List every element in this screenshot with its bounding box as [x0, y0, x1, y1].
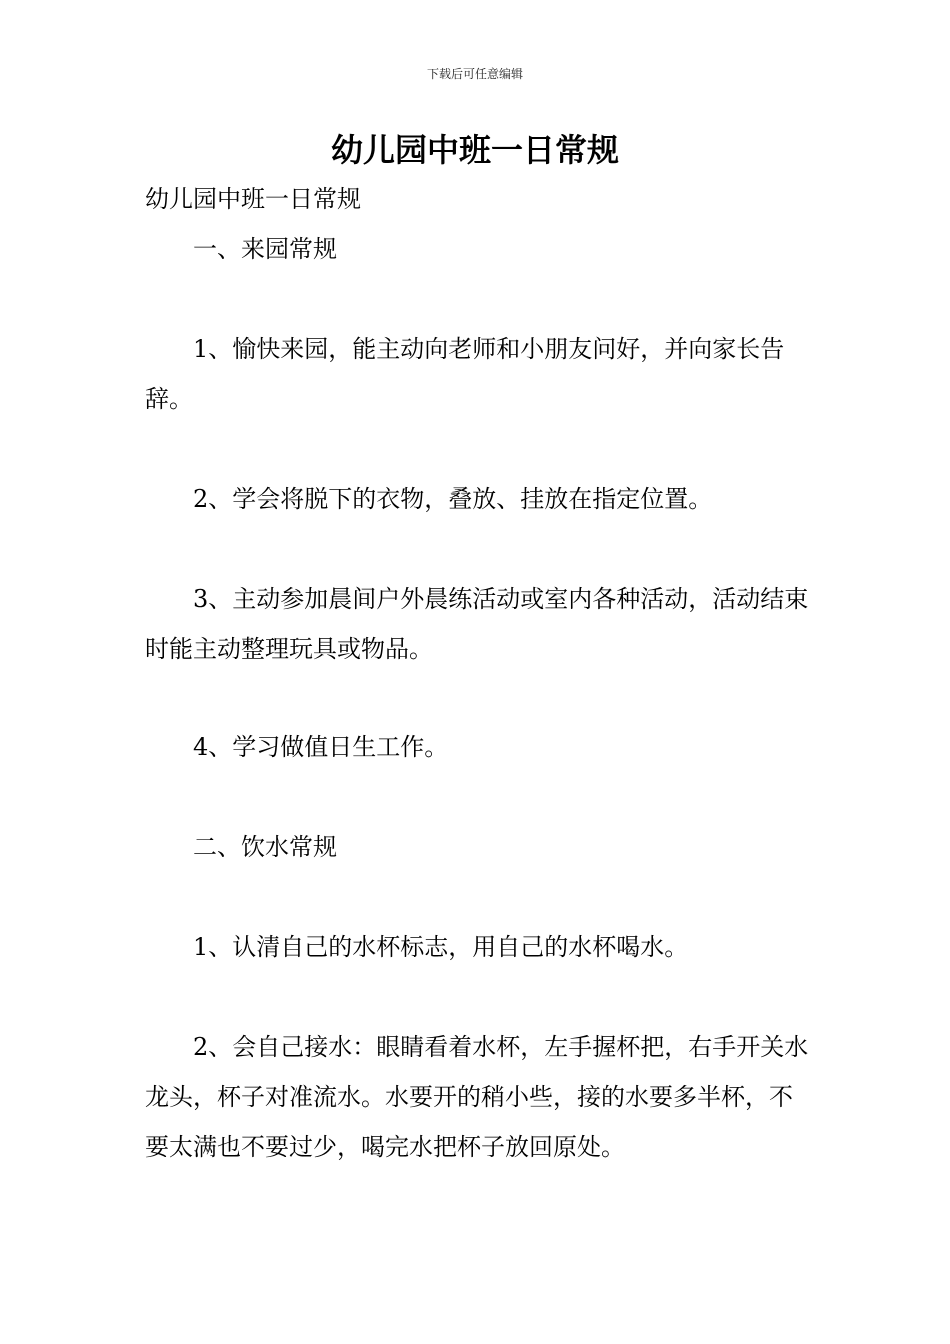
drinking-item-1: 1、认清自己的水杯标志，用自己的水杯喝水。 [193, 933, 689, 961]
document-title: 幼儿园中班一日常规 [330, 131, 619, 169]
drinking-item-2: 2、会自己接水：眼睛看着水杯，左手握杯把，右手开关水龙头，杯子对准流水。水要开的稍小些，接的水要多半杯，不要太满也不要过少，喝完水把杯子放回原处。 [145, 1033, 809, 1161]
section-heading-arrival: 一、来园常规 [193, 235, 337, 263]
arrival-item-1: 1、愉快来园，能主动向老师和小朋友问好，并向家长告辞。 [145, 335, 785, 413]
section-heading-drinking: 二、饮水常规 [193, 833, 337, 861]
document-subtitle: 幼儿园中班一日常规 [145, 185, 361, 213]
arrival-item-4: 4、学习做值日生工作。 [193, 733, 449, 761]
arrival-item-2: 2、学会将脱下的衣物，叠放、挂放在指定位置。 [193, 485, 713, 513]
header-note: 下载后可任意编辑 [426, 67, 523, 81]
arrival-item-3: 3、主动参加晨间户外晨练活动或室内各种活动，活动结束时能主动整理玩具或物品。 [145, 585, 809, 663]
